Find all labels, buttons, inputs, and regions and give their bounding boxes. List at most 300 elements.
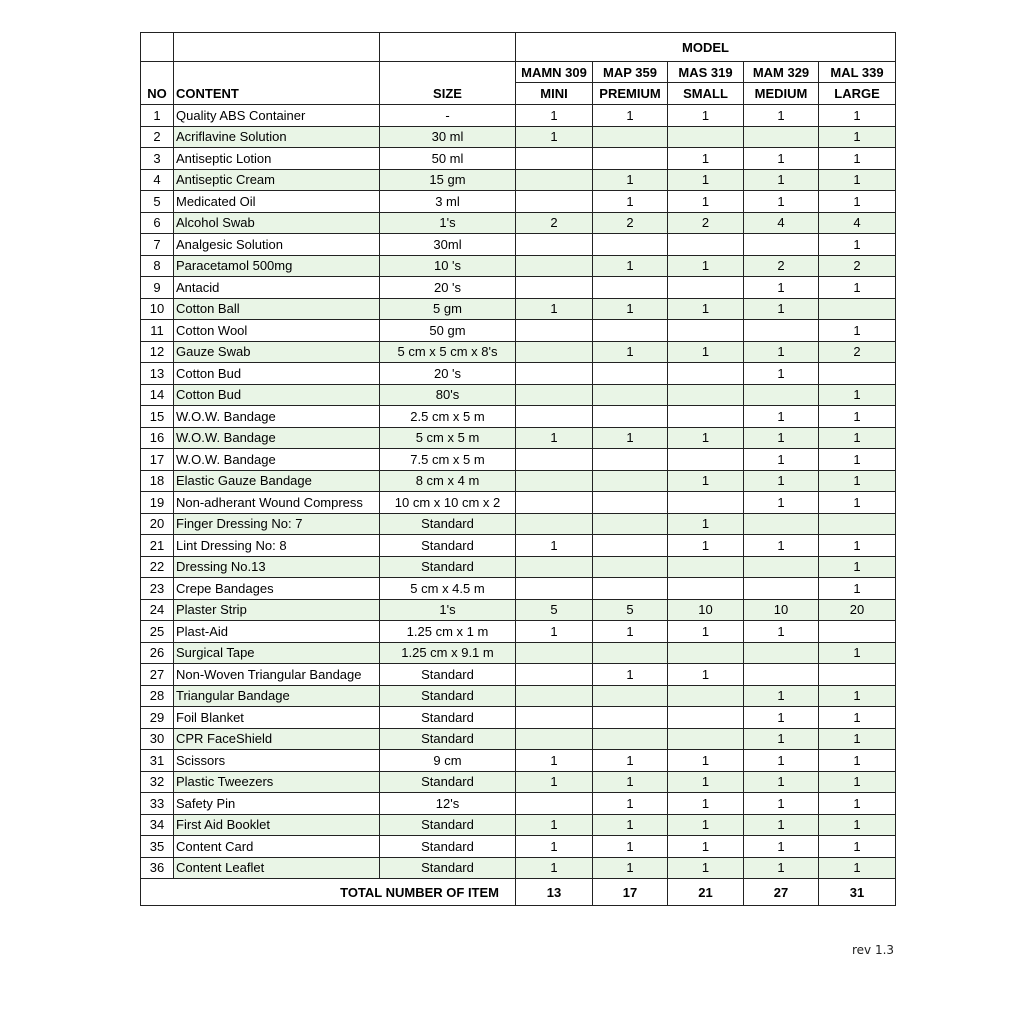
item-size: 8 cm x 4 m (380, 470, 516, 492)
item-quantity: 1 (819, 169, 896, 191)
item-quantity: 1 (819, 277, 896, 299)
item-quantity: 1 (819, 105, 896, 127)
table-row (141, 255, 896, 277)
item-quantity: 1 (744, 621, 819, 643)
item-quantity (744, 234, 819, 256)
item-quantity (516, 406, 593, 428)
item-size: Standard (380, 535, 516, 557)
item-quantity: 1 (744, 492, 819, 514)
item-quantity (744, 320, 819, 342)
item-number: 10 (141, 298, 174, 320)
item-content: Surgical Tape (174, 642, 380, 664)
item-quantity: 1 (593, 771, 668, 793)
total-value: 17 (593, 879, 668, 906)
item-quantity: 1 (593, 191, 668, 213)
item-quantity (516, 384, 593, 406)
table-row (141, 793, 896, 815)
item-quantity: 1 (668, 470, 744, 492)
item-quantity (516, 707, 593, 729)
item-quantity: 1 (744, 105, 819, 127)
item-quantity: 1 (819, 707, 896, 729)
table-row (141, 814, 896, 836)
item-quantity: 1 (516, 814, 593, 836)
item-quantity: 1 (593, 105, 668, 127)
item-quantity: 1 (668, 427, 744, 449)
item-number: 13 (141, 363, 174, 385)
table-row (141, 642, 896, 664)
item-quantity (744, 513, 819, 535)
item-quantity (744, 126, 819, 148)
model-heading: MODEL (516, 33, 896, 62)
item-quantity: 2 (516, 212, 593, 234)
item-content: Antiseptic Lotion (174, 148, 380, 170)
item-quantity: 1 (819, 750, 896, 772)
item-content: Elastic Gauze Bandage (174, 470, 380, 492)
item-quantity: 1 (744, 836, 819, 858)
table-row (141, 169, 896, 191)
item-quantity (668, 642, 744, 664)
item-content: Antacid (174, 277, 380, 299)
item-quantity: 2 (819, 255, 896, 277)
contents-sheet (140, 32, 896, 906)
item-quantity (516, 685, 593, 707)
item-quantity (516, 642, 593, 664)
item-quantity: 1 (668, 298, 744, 320)
table-row (141, 234, 896, 256)
item-quantity: 1 (516, 427, 593, 449)
item-quantity: 1 (593, 793, 668, 815)
table-row (141, 599, 896, 621)
item-content: Crepe Bandages (174, 578, 380, 600)
table-row (141, 277, 896, 299)
item-quantity (668, 363, 744, 385)
item-quantity (516, 234, 593, 256)
item-quantity: 1 (668, 793, 744, 815)
model-code: MAL 339 (819, 62, 896, 83)
item-quantity (593, 277, 668, 299)
item-quantity: 5 (516, 599, 593, 621)
item-quantity: 1 (819, 148, 896, 170)
item-quantity (593, 126, 668, 148)
item-quantity (516, 513, 593, 535)
item-quantity (593, 148, 668, 170)
table-row (141, 320, 896, 342)
table-row (141, 578, 896, 600)
item-quantity: 1 (744, 277, 819, 299)
item-number: 19 (141, 492, 174, 514)
item-content: Paracetamol 500mg (174, 255, 380, 277)
item-content: Content Card (174, 836, 380, 858)
item-quantity (668, 728, 744, 750)
item-quantity: 1 (516, 836, 593, 858)
item-quantity: 1 (819, 470, 896, 492)
item-quantity (593, 406, 668, 428)
model-code: MAP 359 (593, 62, 668, 83)
kit-contents-table (140, 32, 896, 906)
item-quantity: 1 (744, 793, 819, 815)
item-number: 1 (141, 105, 174, 127)
item-size: 10 's (380, 255, 516, 277)
item-number: 6 (141, 212, 174, 234)
item-number: 18 (141, 470, 174, 492)
item-quantity: 1 (668, 169, 744, 191)
item-size: 5 gm (380, 298, 516, 320)
item-number: 7 (141, 234, 174, 256)
item-quantity (516, 320, 593, 342)
item-size: Standard (380, 707, 516, 729)
item-quantity (593, 234, 668, 256)
item-content: Safety Pin (174, 793, 380, 815)
item-size: 1.25 cm x 1 m (380, 621, 516, 643)
item-quantity: 1 (744, 535, 819, 557)
item-quantity: 1 (819, 814, 896, 836)
item-quantity (668, 449, 744, 471)
item-quantity: 20 (819, 599, 896, 621)
item-quantity (668, 234, 744, 256)
item-quantity (516, 255, 593, 277)
item-content: W.O.W. Bandage (174, 427, 380, 449)
item-size: Standard (380, 556, 516, 578)
item-quantity (819, 513, 896, 535)
item-size: 1's (380, 599, 516, 621)
item-size: Standard (380, 513, 516, 535)
table-row (141, 406, 896, 428)
item-size: 5 cm x 5 m (380, 427, 516, 449)
item-quantity (593, 363, 668, 385)
item-quantity (593, 642, 668, 664)
item-quantity: 1 (516, 298, 593, 320)
item-size: 50 ml (380, 148, 516, 170)
item-quantity: 2 (668, 212, 744, 234)
table-row (141, 707, 896, 729)
item-quantity (516, 363, 593, 385)
item-quantity: 1 (668, 105, 744, 127)
table-row (141, 857, 896, 879)
item-size: 15 gm (380, 169, 516, 191)
item-number: 25 (141, 621, 174, 643)
item-quantity: 1 (668, 836, 744, 858)
item-content: Foil Blanket (174, 707, 380, 729)
item-quantity: 1 (744, 406, 819, 428)
item-quantity: 1 (516, 535, 593, 557)
item-number: 26 (141, 642, 174, 664)
table-row (141, 427, 896, 449)
item-size: 20 's (380, 277, 516, 299)
item-quantity (516, 148, 593, 170)
item-number: 30 (141, 728, 174, 750)
item-quantity: 1 (819, 535, 896, 557)
item-quantity: 1 (668, 535, 744, 557)
item-content: Quality ABS Container (174, 105, 380, 127)
item-size: 20 's (380, 363, 516, 385)
item-quantity (744, 556, 819, 578)
table-row (141, 771, 896, 793)
item-quantity: 1 (668, 857, 744, 879)
item-quantity: 10 (668, 599, 744, 621)
item-quantity: 1 (744, 814, 819, 836)
item-content: W.O.W. Bandage (174, 449, 380, 471)
item-quantity (668, 277, 744, 299)
content-header: CONTENT (174, 83, 380, 105)
item-number: 33 (141, 793, 174, 815)
item-number: 36 (141, 857, 174, 879)
header-row-model (141, 33, 896, 62)
item-size: 12's (380, 793, 516, 815)
item-number: 35 (141, 836, 174, 858)
item-quantity: 5 (593, 599, 668, 621)
item-quantity (744, 642, 819, 664)
total-value: 31 (819, 879, 896, 906)
item-quantity (593, 728, 668, 750)
item-quantity: 1 (668, 814, 744, 836)
item-quantity (593, 492, 668, 514)
item-quantity: 1 (744, 685, 819, 707)
item-quantity (593, 384, 668, 406)
item-number: 21 (141, 535, 174, 557)
item-content: Cotton Bud (174, 363, 380, 385)
table-row (141, 492, 896, 514)
item-quantity: 1 (744, 857, 819, 879)
item-quantity (819, 363, 896, 385)
model-name: LARGE (819, 83, 896, 105)
item-number: 17 (141, 449, 174, 471)
item-number: 15 (141, 406, 174, 428)
item-quantity (668, 707, 744, 729)
item-number: 16 (141, 427, 174, 449)
item-size: Standard (380, 771, 516, 793)
item-quantity: 1 (516, 750, 593, 772)
table-row (141, 449, 896, 471)
model-name: SMALL (668, 83, 744, 105)
item-quantity (744, 384, 819, 406)
item-number: 20 (141, 513, 174, 535)
item-quantity: 1 (819, 578, 896, 600)
item-content: Non-adherant Wound Compress (174, 492, 380, 514)
item-quantity: 10 (744, 599, 819, 621)
item-quantity: 1 (593, 664, 668, 686)
item-quantity: 2 (593, 212, 668, 234)
item-quantity: 2 (819, 341, 896, 363)
item-content: First Aid Booklet (174, 814, 380, 836)
item-quantity: 1 (593, 298, 668, 320)
item-number: 8 (141, 255, 174, 277)
model-code: MAS 319 (668, 62, 744, 83)
item-quantity: 1 (593, 341, 668, 363)
table-row (141, 728, 896, 750)
table-row (141, 298, 896, 320)
item-quantity: 1 (744, 427, 819, 449)
item-quantity: 1 (744, 728, 819, 750)
item-content: Scissors (174, 750, 380, 772)
table-row (141, 126, 896, 148)
item-size: 7.5 cm x 5 m (380, 449, 516, 471)
item-quantity: 1 (593, 857, 668, 879)
item-quantity (593, 320, 668, 342)
item-quantity: 1 (593, 255, 668, 277)
table-row (141, 191, 896, 213)
item-quantity: 1 (593, 427, 668, 449)
item-quantity: 1 (593, 621, 668, 643)
item-size: 1's (380, 212, 516, 234)
item-size: 80's (380, 384, 516, 406)
item-quantity (516, 578, 593, 600)
item-quantity (744, 578, 819, 600)
item-quantity (593, 535, 668, 557)
item-content: Plaster Strip (174, 599, 380, 621)
item-size: Standard (380, 685, 516, 707)
item-quantity: 1 (744, 363, 819, 385)
item-number: 12 (141, 341, 174, 363)
table-row (141, 535, 896, 557)
item-size: Standard (380, 814, 516, 836)
item-quantity: 1 (819, 320, 896, 342)
item-quantity: 1 (593, 836, 668, 858)
table-row (141, 212, 896, 234)
total-row (141, 879, 896, 906)
item-size: - (380, 105, 516, 127)
item-content: Acriflavine Solution (174, 126, 380, 148)
item-quantity: 1 (668, 191, 744, 213)
item-quantity: 1 (819, 406, 896, 428)
table-row (141, 148, 896, 170)
item-size: 2.5 cm x 5 m (380, 406, 516, 428)
item-content: Cotton Ball (174, 298, 380, 320)
item-quantity (516, 277, 593, 299)
item-quantity: 2 (744, 255, 819, 277)
header-row-model-codes (141, 62, 896, 83)
item-quantity: 1 (744, 771, 819, 793)
item-quantity: 1 (593, 814, 668, 836)
item-quantity: 1 (668, 341, 744, 363)
item-quantity: 1 (819, 126, 896, 148)
item-quantity: 4 (744, 212, 819, 234)
item-quantity: 1 (516, 857, 593, 879)
item-quantity (516, 556, 593, 578)
item-quantity: 1 (744, 707, 819, 729)
total-label: TOTAL NUMBER OF ITEM (141, 879, 516, 906)
item-number: 31 (141, 750, 174, 772)
item-number: 28 (141, 685, 174, 707)
item-content: Content Leaflet (174, 857, 380, 879)
item-content: Plast-Aid (174, 621, 380, 643)
item-quantity: 1 (819, 728, 896, 750)
item-content: Non-Woven Triangular Bandage (174, 664, 380, 686)
item-quantity (593, 470, 668, 492)
item-quantity: 1 (819, 793, 896, 815)
item-number: 5 (141, 191, 174, 213)
model-name: PREMIUM (593, 83, 668, 105)
item-quantity: 1 (819, 556, 896, 578)
item-quantity: 1 (668, 255, 744, 277)
item-quantity (593, 578, 668, 600)
item-quantity (668, 492, 744, 514)
table-row (141, 664, 896, 686)
model-code: MAMN 309 (516, 62, 593, 83)
item-quantity (516, 728, 593, 750)
item-quantity (668, 384, 744, 406)
item-number: 22 (141, 556, 174, 578)
item-quantity: 1 (744, 191, 819, 213)
item-content: W.O.W. Bandage (174, 406, 380, 428)
item-quantity (516, 492, 593, 514)
item-content: Dressing No.13 (174, 556, 380, 578)
header-row-columns (141, 83, 896, 105)
model-name: MEDIUM (744, 83, 819, 105)
item-size: Standard (380, 664, 516, 686)
item-size: 10 cm x 10 cm x 2 (380, 492, 516, 514)
item-number: 4 (141, 169, 174, 191)
item-quantity (516, 169, 593, 191)
item-quantity (668, 406, 744, 428)
item-quantity: 1 (744, 470, 819, 492)
item-quantity (668, 126, 744, 148)
item-quantity: 1 (744, 169, 819, 191)
item-number: 11 (141, 320, 174, 342)
table-row (141, 341, 896, 363)
item-quantity: 1 (516, 105, 593, 127)
item-size: Standard (380, 728, 516, 750)
item-quantity: 1 (819, 836, 896, 858)
item-quantity (516, 470, 593, 492)
table-row (141, 556, 896, 578)
item-quantity: 1 (744, 341, 819, 363)
item-quantity: 1 (819, 642, 896, 664)
item-size: 30ml (380, 234, 516, 256)
item-quantity (593, 685, 668, 707)
item-quantity (668, 685, 744, 707)
item-quantity: 1 (819, 685, 896, 707)
item-size: Standard (380, 836, 516, 858)
item-quantity: 1 (668, 621, 744, 643)
item-quantity: 1 (668, 148, 744, 170)
item-number: 34 (141, 814, 174, 836)
item-quantity (819, 664, 896, 686)
item-quantity: 1 (819, 449, 896, 471)
item-quantity: 1 (744, 298, 819, 320)
item-size: 3 ml (380, 191, 516, 213)
table-row (141, 384, 896, 406)
item-quantity (668, 578, 744, 600)
item-quantity: 1 (668, 771, 744, 793)
item-quantity: 1 (516, 621, 593, 643)
total-value: 21 (668, 879, 744, 906)
item-quantity (593, 556, 668, 578)
item-size: 5 cm x 5 cm x 8's (380, 341, 516, 363)
item-size: 30 ml (380, 126, 516, 148)
revision-label: rev 1.3 (852, 943, 895, 957)
item-number: 32 (141, 771, 174, 793)
item-quantity: 1 (819, 771, 896, 793)
item-number: 2 (141, 126, 174, 148)
table-row (141, 470, 896, 492)
item-quantity (744, 664, 819, 686)
item-quantity: 1 (593, 750, 668, 772)
item-quantity: 1 (744, 750, 819, 772)
table-row (141, 621, 896, 643)
item-quantity (593, 513, 668, 535)
table-row (141, 750, 896, 772)
total-value: 27 (744, 879, 819, 906)
item-quantity: 1 (593, 169, 668, 191)
model-name: MINI (516, 83, 593, 105)
item-quantity (668, 556, 744, 578)
item-content: CPR FaceShield (174, 728, 380, 750)
item-quantity: 1 (668, 664, 744, 686)
item-content: Alcohol Swab (174, 212, 380, 234)
item-content: Antiseptic Cream (174, 169, 380, 191)
item-quantity (516, 793, 593, 815)
item-content: Cotton Bud (174, 384, 380, 406)
